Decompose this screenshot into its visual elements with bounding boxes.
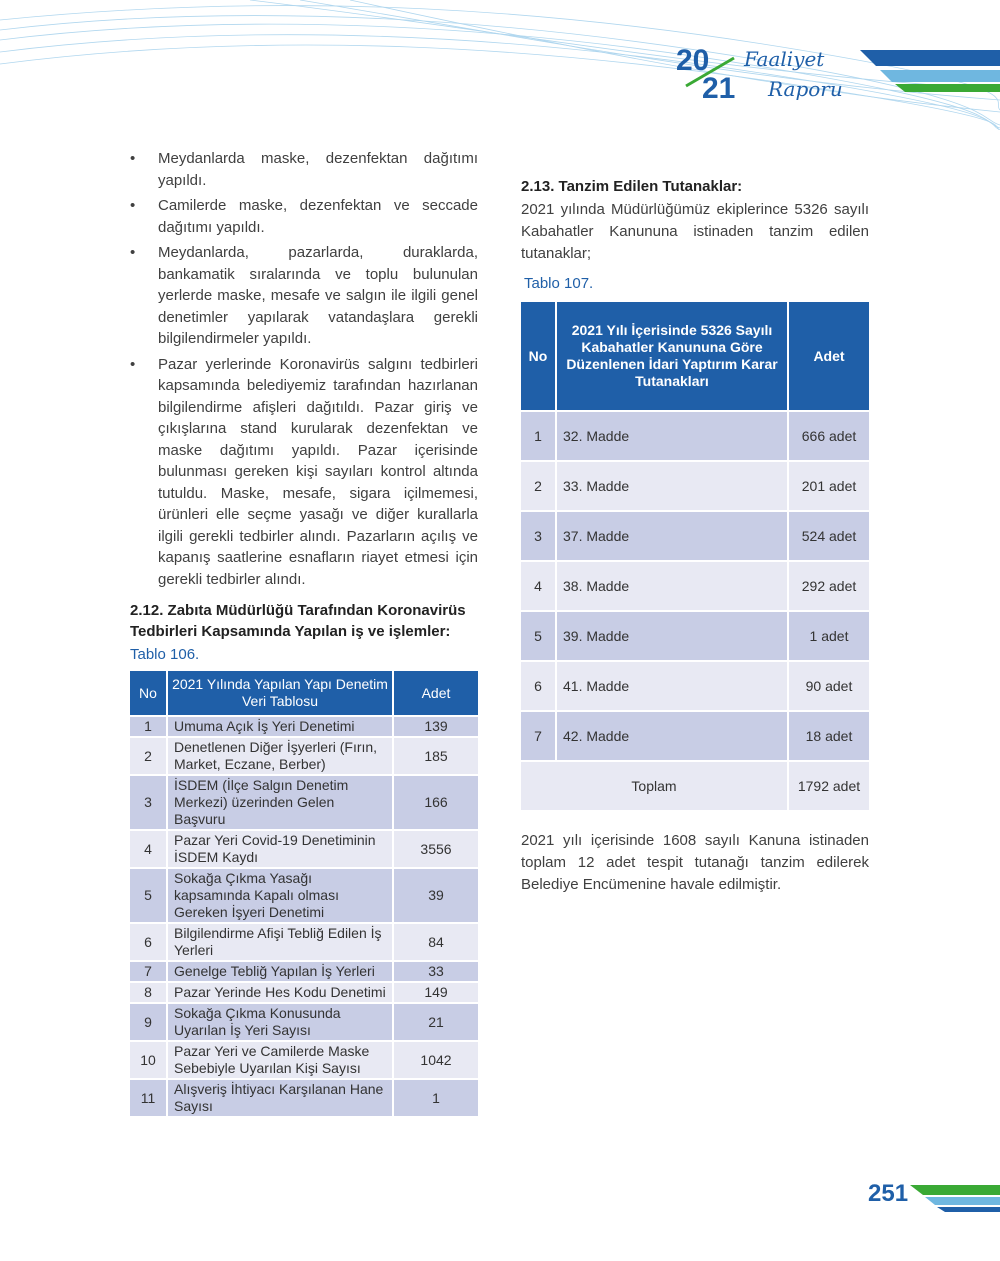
- row-label: Sokağa Çıkma Yasağı kapsamında Kapalı olması Gereken İşyeri Denetimi: [168, 869, 392, 922]
- column-header-no: No: [130, 671, 166, 715]
- column-header-description: 2021 Yılında Yapılan Yapı Denetim Veri Tablosu: [168, 671, 392, 715]
- table-row: [130, 776, 478, 829]
- bullet-list: [130, 148, 478, 590]
- row-value: 1: [394, 1080, 478, 1116]
- row-label: 37. Madde: [557, 512, 787, 560]
- bullet-text: Meydanlarda, pazarlarda, duraklarda, bankamatik sıralarında ve toplu bulunulan yerlerde maske, mesafe ve salgın ile ilgili genel denetimler yapılarak vatandaşlara gerekli bilgilendirmeler yapıldı.: [158, 244, 478, 347]
- bullet-item: [130, 148, 478, 191]
- table-caption-106: Tablo 106.: [130, 646, 200, 663]
- row-value: 666 adet: [789, 412, 869, 460]
- row-label: 41. Madde: [557, 662, 787, 710]
- row-no: 10: [130, 1042, 166, 1078]
- row-no: 3: [130, 776, 166, 829]
- header-wave-decoration: [0, 0, 1000, 130]
- table-row: [521, 662, 869, 710]
- report-title-script: [740, 40, 850, 110]
- section-title-2-12: 2.12. Zabıta Müdürlüğü Tarafından Koronavirüs Tedbirleri Kapsamında Yapılan iş ve işlemler:: [130, 602, 466, 640]
- closing-paragraph: 2021 yılı içerisinde 1608 sayılı Kanuna istinaden toplam 12 adet tespit tutanağı tanzim edilerek Belediye Encümenine havale edilmiştir.: [521, 832, 869, 893]
- logo-script-line2: Raporu: [768, 77, 843, 101]
- table-106: [128, 669, 480, 1118]
- table-header-row: [130, 671, 478, 715]
- table-row: [521, 612, 869, 660]
- table-row: [130, 1042, 478, 1078]
- bullet-symbol: •: [130, 150, 136, 167]
- row-value: 201 adet: [789, 462, 869, 510]
- row-no: 9: [130, 1004, 166, 1040]
- table-caption-107: Tablo 107.: [524, 275, 594, 292]
- intro-paragraph: 2021 yılında Müdürlüğümüz ekiplerince 5326 sayılı Kabahatler Kanununa istinaden tanzim edilen tutanaklar;: [521, 201, 869, 262]
- table-107: [519, 300, 871, 812]
- row-label: 33. Madde: [557, 462, 787, 510]
- row-value: 90 adet: [789, 662, 869, 710]
- row-label: 39. Madde: [557, 612, 787, 660]
- row-value: 39: [394, 869, 478, 922]
- row-no: 5: [521, 612, 555, 660]
- row-label: Denetlenen Diğer İşyerleri (Fırın, Market, Eczane, Berber): [168, 738, 392, 774]
- column-header-count: Adet: [394, 671, 478, 715]
- bullet-text: Pazar yerlerinde Koronavirüs salgını tedbirleri kapsamında belediyemiz tarafından hazırlanan bilgilendirme afişleri dağıtıldı. Pazar giriş ve çıkışlarına stand kurularak dezenfektan ve maske dağıtımı yapıldı. Pazar içerisinde bulunması gereken kişi sayıları kontrol altında tutuldu. Maske, mesafe, sigara içilmemesi, ürünleri elle seçme yasağı ve diğer kurallarla ilgili gerekli tedbirler alındı. Pazarların açılış ve kapanış saatlerine esnafların riayet etmesi için gerekli tedbirler alındı.: [158, 355, 478, 588]
- right-column: [521, 176, 869, 896]
- row-value: 139: [394, 717, 478, 736]
- row-label: Pazar Yerinde Hes Kodu Denetimi: [168, 983, 392, 1002]
- row-no: 6: [521, 662, 555, 710]
- table-row: [130, 1080, 478, 1116]
- row-value: 1042: [394, 1042, 478, 1078]
- row-no: 7: [130, 962, 166, 981]
- table-row: [130, 738, 478, 774]
- bullet-text: Meydanlarda maske, dezenfektan dağıtımı yapıldı.: [158, 150, 478, 189]
- logo-script-line1: Faaliyet: [744, 47, 825, 71]
- row-value: 84: [394, 924, 478, 960]
- page-number: 251: [868, 1180, 909, 1207]
- row-no: 7: [521, 712, 555, 760]
- footer-stripe-decoration: [905, 1183, 1000, 1213]
- table-row: [521, 562, 869, 610]
- row-no: 5: [130, 869, 166, 922]
- row-no: 2: [130, 738, 166, 774]
- table-row: [130, 962, 478, 981]
- table-row: [130, 869, 478, 922]
- table-row: [521, 412, 869, 460]
- row-label: 38. Madde: [557, 562, 787, 610]
- table-row: [521, 462, 869, 510]
- row-label: 32. Madde: [557, 412, 787, 460]
- row-label: Umuma Açık İş Yeri Denetimi: [168, 717, 392, 736]
- row-no: 1: [130, 717, 166, 736]
- left-column: [130, 148, 478, 1118]
- bullet-item: [130, 242, 478, 350]
- table-row: [130, 831, 478, 867]
- row-value: 33: [394, 962, 478, 981]
- row-value: 1 adet: [789, 612, 869, 660]
- row-no: 1: [521, 412, 555, 460]
- row-label: Genelge Tebliğ Yapılan İş Yerleri: [168, 962, 392, 981]
- row-no: 3: [521, 512, 555, 560]
- bullet-symbol: •: [130, 244, 136, 261]
- row-label: İSDEM (İlçe Salgın Denetim Merkezi) üzerinden Gelen Başvuru: [168, 776, 392, 829]
- row-no: 6: [130, 924, 166, 960]
- row-label: Pazar Yeri Covid-19 Denetiminin İSDEM Kaydı: [168, 831, 392, 867]
- column-header-no: No: [521, 302, 555, 410]
- table-row: [130, 924, 478, 960]
- table-row: [130, 717, 478, 736]
- row-value: 18 adet: [789, 712, 869, 760]
- total-label: Toplam: [521, 762, 787, 810]
- row-label: Sokağa Çıkma Konusunda Uyarılan İş Yeri Sayısı: [168, 1004, 392, 1040]
- table-row: [130, 1004, 478, 1040]
- table-row: [130, 983, 478, 1002]
- bullet-text: Camilerde maske, dezenfektan ve seccade dağıtımı yapıldı.: [158, 197, 478, 236]
- column-header-count: Adet: [789, 302, 869, 410]
- row-value: 21: [394, 1004, 478, 1040]
- logo-year-top: 20: [676, 44, 710, 77]
- table-row: [521, 512, 869, 560]
- row-label: Bilgilendirme Afişi Tebliğ Edilen İş Yerleri: [168, 924, 392, 960]
- row-no: 11: [130, 1080, 166, 1116]
- table-total-row: [521, 762, 869, 810]
- bullet-symbol: •: [130, 355, 136, 373]
- column-header-description: 2021 Yılı İçerisinde 5326 Sayılı Kabahatler Kanununa Göre Düzenlenen İdari Yaptırım Karar Tutanakları: [557, 302, 787, 410]
- row-label: Alışveriş İhtiyacı Karşılanan Hane Sayısı: [168, 1080, 392, 1116]
- row-no: 2: [521, 462, 555, 510]
- total-value: 1792 adet: [789, 762, 869, 810]
- row-no: 4: [521, 562, 555, 610]
- row-value: 166: [394, 776, 478, 829]
- bullet-symbol: •: [130, 197, 136, 214]
- row-label: 42. Madde: [557, 712, 787, 760]
- table-header-row: [521, 302, 869, 410]
- row-value: 292 adet: [789, 562, 869, 610]
- row-label: Pazar Yeri ve Camilerde Maske Sebebiyle Uyarılan Kişi Sayısı: [168, 1042, 392, 1078]
- bullet-item: [130, 195, 478, 238]
- row-value: 149: [394, 983, 478, 1002]
- bullet-item: [130, 354, 478, 591]
- section-title-2-13: 2.13. Tanzim Edilen Tutanaklar:: [521, 178, 743, 195]
- row-value: 185: [394, 738, 478, 774]
- row-no: 4: [130, 831, 166, 867]
- row-value: 3556: [394, 831, 478, 867]
- row-no: 8: [130, 983, 166, 1002]
- logo-year-bottom: 21: [702, 72, 736, 102]
- table-row: [521, 712, 869, 760]
- row-value: 524 adet: [789, 512, 869, 560]
